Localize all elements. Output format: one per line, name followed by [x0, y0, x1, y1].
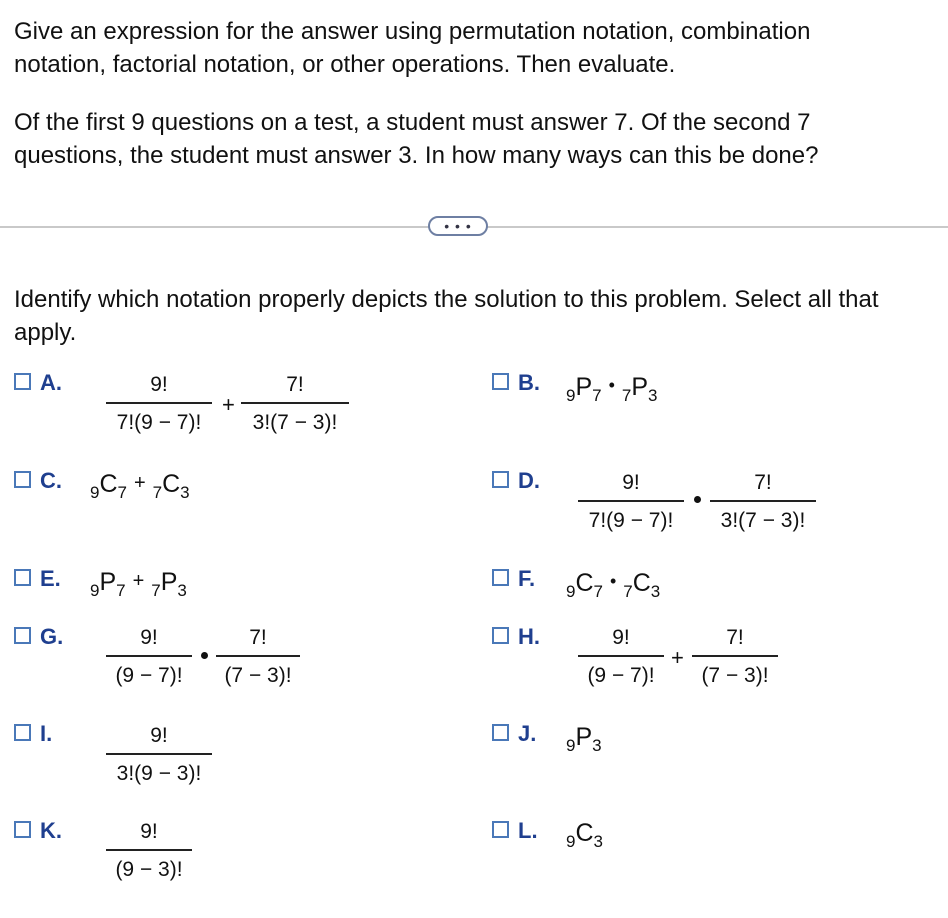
option-b-r1: 7: [592, 386, 602, 405]
instruction-text: [14, 15, 810, 81]
option-l-expression: [566, 818, 603, 851]
instruction-line-2: notation, factorial notation, or other operations. Then evaluate.: [14, 51, 676, 78]
option-l-n: 9: [566, 832, 576, 851]
option-l-r: 3: [593, 832, 603, 851]
option-k-denominator: (9 − 3)!: [115, 858, 183, 881]
option-g-f1-numerator: 9!: [140, 626, 158, 649]
option-e-symbol-2: P: [160, 568, 178, 596]
option-c-symbol-1: C: [99, 470, 118, 498]
option-c-operator: +: [133, 472, 146, 494]
option-h-fraction-1: [578, 624, 664, 690]
option-g-fraction-1: [106, 624, 192, 690]
option-b-letter: B.: [518, 370, 540, 395]
option-j-expression: [566, 722, 602, 755]
option-i-fraction: [106, 722, 212, 788]
option-d-f1-denominator: 7!(9 − 7)!: [588, 509, 674, 532]
option-g-multiply-dot: [201, 652, 208, 659]
option-a-fraction-1: [106, 371, 212, 437]
instruction-line-1: Give an expression for the answer using permutation notation, combination: [14, 18, 811, 45]
option-l-letter: L.: [518, 818, 538, 843]
question-line-1: Identify which notation properly depicts the solution to this problem. Select all that: [14, 286, 879, 313]
option-g-f2-numerator: 7!: [249, 626, 267, 649]
option-b[interactable]: [492, 370, 540, 396]
option-d-checkbox[interactable]: [492, 471, 509, 488]
option-f-symbol-2: C: [632, 569, 651, 597]
option-l-symbol: C: [575, 819, 594, 847]
option-b-r2: 3: [648, 386, 658, 405]
fraction-bar: [692, 655, 778, 657]
option-h-fraction-2: [692, 624, 778, 690]
option-c-expression: [90, 468, 190, 502]
option-k-checkbox[interactable]: [14, 821, 31, 838]
option-j-checkbox[interactable]: [492, 724, 509, 741]
fraction-bar: [106, 402, 212, 404]
option-d-f2-numerator: 7!: [754, 471, 772, 494]
option-b-n2: 7: [621, 386, 632, 405]
fraction-bar: [578, 500, 684, 502]
option-c-n1: 9: [90, 483, 100, 502]
option-d-fraction-2: [710, 469, 816, 535]
option-c[interactable]: [14, 468, 62, 494]
option-a-f1-denominator: 7!(9 − 7)!: [116, 411, 202, 434]
option-e-n2: 7: [151, 581, 161, 600]
option-g-letter: G.: [40, 624, 64, 649]
option-l-checkbox[interactable]: [492, 821, 509, 838]
option-c-letter: C.: [40, 468, 62, 493]
option-i[interactable]: [14, 721, 52, 747]
option-e-r2: 3: [177, 581, 187, 600]
fraction-bar: [106, 655, 192, 657]
option-g-fraction-2: [216, 624, 300, 690]
option-h-f1-denominator: (9 − 7)!: [587, 664, 655, 687]
option-e-expression: [90, 566, 187, 600]
option-f-symbol-1: C: [575, 569, 594, 597]
option-k[interactable]: [14, 818, 62, 844]
option-c-r1: 7: [117, 483, 127, 502]
option-e[interactable]: [14, 566, 61, 592]
option-f-r1: 7: [593, 582, 603, 601]
option-b-n1: 9: [566, 386, 576, 405]
option-h-checkbox[interactable]: [492, 627, 509, 644]
option-h-f2-numerator: 7!: [726, 626, 744, 649]
fraction-bar: [578, 655, 664, 657]
option-d-fraction-1: [578, 469, 684, 535]
option-d-f2-denominator: 3!(7 − 3)!: [720, 509, 806, 532]
option-a-letter: A.: [40, 370, 62, 395]
option-e-r1: 7: [116, 581, 126, 600]
option-j-r: 3: [592, 736, 602, 755]
option-f-operator: •: [609, 571, 617, 591]
option-h-f1-numerator: 9!: [612, 626, 630, 649]
option-f-n2: 7: [623, 582, 633, 601]
option-f-r2: 3: [650, 582, 661, 601]
option-d-letter: D.: [518, 468, 540, 493]
option-g[interactable]: [14, 624, 63, 650]
option-k-letter: K.: [40, 818, 62, 843]
option-k-fraction: [106, 818, 192, 884]
option-c-r2: 3: [180, 483, 190, 502]
option-f-letter: F.: [518, 566, 536, 591]
option-b-symbol-1: P: [575, 373, 593, 401]
option-j[interactable]: [492, 721, 536, 747]
question-line-2: apply.: [14, 319, 77, 346]
fraction-bar: [241, 402, 349, 404]
option-a-checkbox[interactable]: [14, 373, 31, 390]
question-text: [14, 283, 878, 349]
option-k-numerator: 9!: [140, 820, 158, 843]
option-a[interactable]: [14, 370, 62, 396]
option-d-f1-numerator: 9!: [622, 471, 640, 494]
fraction-bar: [106, 849, 192, 851]
option-e-symbol-1: P: [99, 568, 117, 596]
option-f-expression: [566, 566, 661, 601]
option-e-letter: E.: [40, 566, 61, 591]
problem-text: [14, 106, 818, 172]
option-i-numerator: 9!: [150, 724, 168, 747]
option-b-expression: [566, 370, 658, 405]
option-h-operator: +: [671, 645, 684, 670]
option-f-checkbox[interactable]: [492, 569, 509, 586]
option-j-symbol: P: [575, 723, 593, 751]
option-i-checkbox[interactable]: [14, 724, 31, 741]
option-e-n1: 9: [90, 581, 100, 600]
option-a-f2-numerator: 7!: [286, 373, 304, 396]
more-options-button[interactable]: [428, 216, 488, 236]
option-a-f1-numerator: 9!: [150, 373, 168, 396]
option-d[interactable]: [492, 468, 540, 494]
option-a-fraction-2: [241, 371, 349, 437]
option-a-f2-denominator: 3!(7 − 3)!: [252, 411, 338, 434]
option-d-multiply-dot: [694, 496, 701, 503]
option-h-f2-denominator: (7 − 3)!: [701, 664, 769, 687]
option-i-denominator: 3!(9 − 3)!: [116, 762, 202, 785]
option-g-f2-denominator: (7 − 3)!: [224, 664, 292, 687]
fraction-bar: [710, 500, 816, 502]
option-g-f1-denominator: (9 − 7)!: [115, 664, 183, 687]
problem-line-2: questions, the student must answer 3. In how many ways can this be done?: [14, 142, 819, 169]
option-f[interactable]: [492, 566, 535, 592]
option-i-letter: I.: [40, 721, 53, 746]
fraction-bar: [216, 655, 300, 657]
problem-line-1: Of the first 9 questions on a test, a student must answer 7. Of the second 7: [14, 109, 811, 136]
option-j-n: 9: [566, 736, 576, 755]
option-g-checkbox[interactable]: [14, 627, 31, 644]
option-h[interactable]: [492, 624, 540, 650]
option-c-n2: 7: [152, 483, 163, 502]
option-b-operator: •: [608, 375, 615, 395]
option-l[interactable]: [492, 818, 538, 844]
option-e-checkbox[interactable]: [14, 569, 31, 586]
option-c-symbol-2: C: [162, 470, 181, 498]
option-e-operator: +: [132, 570, 145, 592]
option-c-checkbox[interactable]: [14, 471, 31, 488]
option-f-n1: 9: [566, 582, 576, 601]
option-a-operator: +: [222, 392, 235, 417]
ellipsis-icon: • • •: [444, 218, 472, 234]
option-b-checkbox[interactable]: [492, 373, 509, 390]
option-h-letter: H.: [518, 624, 540, 649]
option-b-symbol-2: P: [631, 373, 648, 401]
option-j-letter: J.: [518, 721, 537, 746]
fraction-bar: [106, 753, 212, 755]
